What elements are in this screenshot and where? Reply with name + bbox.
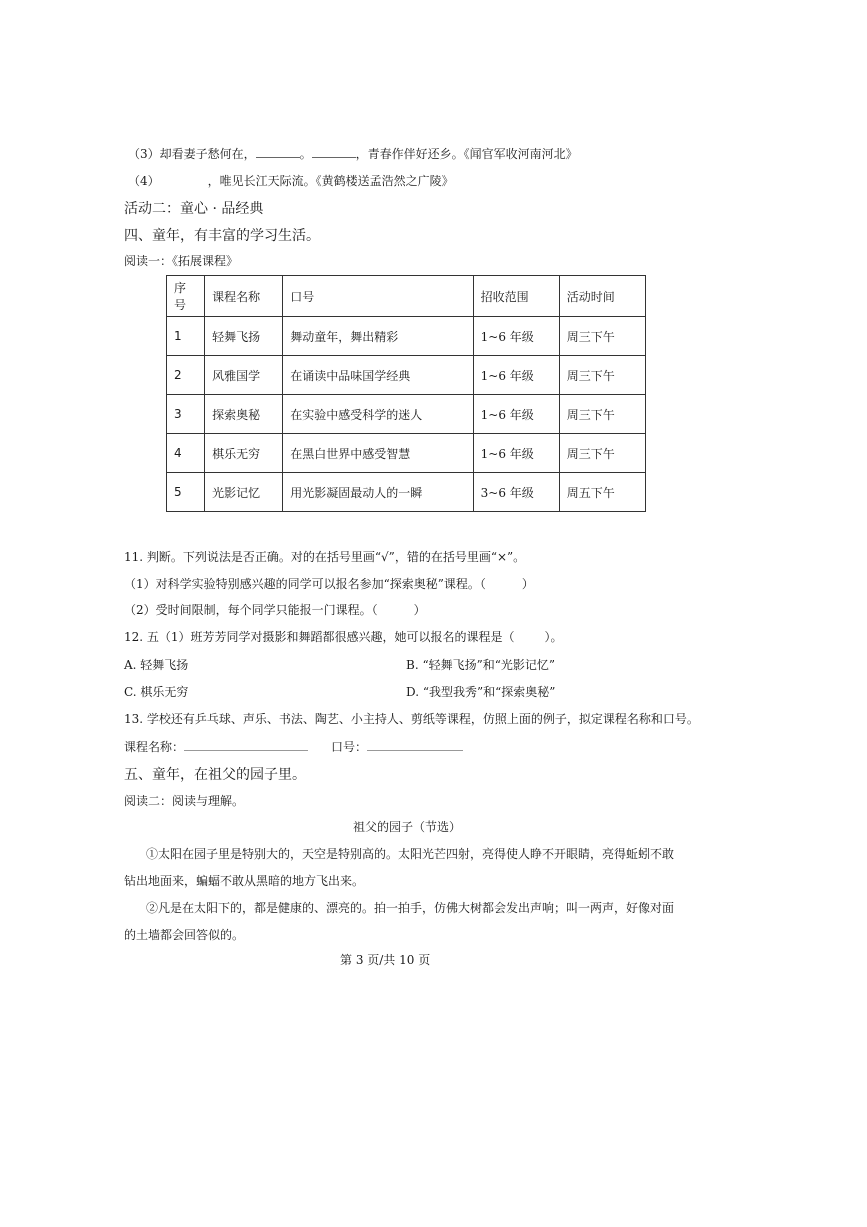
- poem-4-suffix: ，唯见长江天际流。《黄鹤楼送孟浩然之广陵》: [207, 174, 454, 188]
- poem-3-suffix: ，青春作伴好还乡。《闻官军收河南河北》: [355, 147, 578, 161]
- slogan-blank[interactable]: [367, 749, 463, 751]
- table-cell: 1: [167, 317, 205, 356]
- table-cell: 探索奥秘: [205, 395, 283, 434]
- table-row: [167, 473, 646, 512]
- header-cell: 口号: [283, 276, 473, 317]
- header-cell: 招收范围: [473, 276, 559, 317]
- slogan-label: 口号：: [331, 740, 368, 754]
- option-c[interactable]: C. 棋乐无穷: [124, 685, 189, 699]
- item-text: （2）受时间限制，每个同学只能报一门课程。（: [124, 603, 378, 617]
- table-row: [167, 395, 646, 434]
- table-cell: 在诵读中品味国学经典: [283, 356, 473, 395]
- poem-3-prefix: （3）却看妻子愁何在，: [128, 147, 256, 161]
- header-cell: 课程名称: [205, 276, 283, 317]
- course-name-blank[interactable]: [184, 749, 308, 751]
- course-name-row: [124, 738, 308, 755]
- answer-blank[interactable]: [256, 156, 300, 158]
- header-cell: 序号: [167, 276, 205, 317]
- table-row: [167, 356, 646, 395]
- poem-3-mid: 。: [299, 147, 312, 161]
- table-cell: 周五下午: [559, 473, 645, 512]
- table-cell: 5: [167, 473, 205, 512]
- table-cell: 3: [167, 395, 205, 434]
- passage-p1-line2: 钻出地面来，蝙蝠不敢从黑暗的地方飞出来。: [124, 874, 365, 888]
- item-text: （1）对科学实验特别感兴趣的同学可以报名参加“探索奥秘”课程。（: [124, 577, 486, 591]
- stem-text: 12. 五（1）班芳芳同学对摄影和舞蹈都很感兴趣，她可以报名的课程是（: [124, 630, 515, 644]
- table-row: [167, 434, 646, 473]
- question-12-stem: [124, 628, 563, 645]
- table-cell: 周三下午: [559, 434, 645, 473]
- table-cell: 轻舞飞扬: [205, 317, 283, 356]
- passage-title: 祖父的园子（节选）: [353, 820, 462, 834]
- table-cell: 3~6 年级: [473, 473, 559, 512]
- table-cell: 1~6 年级: [473, 395, 559, 434]
- item-close: ）: [413, 603, 426, 617]
- option-b[interactable]: B. “轻舞飞扬”和“光影记忆”: [406, 658, 555, 672]
- table-row: [167, 317, 646, 356]
- course-table: [166, 275, 646, 512]
- header-cell: 活动时间: [559, 276, 645, 317]
- question-11-item-2: [124, 601, 426, 618]
- table-cell: 1~6 年级: [473, 434, 559, 473]
- passage-p2-line1: ②凡是在太阳下的，都是健康的、漂亮的。拍一拍手，仿佛大树都会发出声响；叫一两声，好像对面: [146, 901, 675, 915]
- poem-line-3: [128, 145, 578, 162]
- section-5-title: 五、童年，在祖父的园子里。: [124, 767, 306, 783]
- table-cell: 2: [167, 356, 205, 395]
- table-cell: 4: [167, 434, 205, 473]
- activity-2-title: 活动二：童心 · 品经典: [124, 201, 264, 217]
- option-d[interactable]: D. “我型我秀”和“探索奥秘”: [406, 685, 556, 699]
- passage-p1-line1: ①太阳在园子里是特别大的，天空是特别高的。太阳光芒四射，亮得使人睁不开眼睛，亮得蚯蚓不敢: [146, 847, 675, 861]
- table-cell: 1~6 年级: [473, 317, 559, 356]
- answer-blank[interactable]: [312, 156, 356, 158]
- stem-close: ）。: [544, 630, 563, 644]
- table-cell: 1~6 年级: [473, 356, 559, 395]
- item-close: ）: [521, 577, 534, 591]
- option-a[interactable]: A. 轻舞飞扬: [124, 658, 189, 672]
- question-11-item-1: [124, 575, 534, 592]
- poem-line-4: [128, 172, 454, 189]
- poem-4-prefix: （4）: [128, 174, 160, 188]
- section-4-title: 四、童年，有丰富的学习生活。: [124, 228, 320, 244]
- table-cell: 在实验中感受科学的迷人: [283, 395, 473, 434]
- table-cell: 周三下午: [559, 317, 645, 356]
- question-11-stem: 11. 判断。下列说法是否正确。对的在括号里画“√”，错的在括号里画“×”。: [124, 550, 526, 564]
- reading-2-label: 阅读二：阅读与理解。: [124, 794, 245, 808]
- reading-1-label: 阅读一：《拓展课程》: [124, 254, 239, 268]
- table-cell: 棋乐无穷: [205, 434, 283, 473]
- table-cell: 在黑白世界中感受智慧: [283, 434, 473, 473]
- table-cell: 用光影凝固最动人的一瞬: [283, 473, 473, 512]
- question-13-stem: 13. 学校还有乒乓球、声乐、书法、陶艺、小主持人、剪纸等课程，仿照上面的例子，拟定课程名称和口号。: [124, 712, 699, 726]
- table-cell: 周三下午: [559, 356, 645, 395]
- table-cell: 舞动童年，舞出精彩: [283, 317, 473, 356]
- passage-p2-line2: 的土墙都会回答似的。: [124, 928, 245, 942]
- table-cell: 周三下午: [559, 395, 645, 434]
- slogan-row: [331, 738, 463, 755]
- table-cell: 风雅国学: [205, 356, 283, 395]
- table-header-row: [167, 276, 646, 317]
- table-cell: 光影记忆: [205, 473, 283, 512]
- page-footer: 第 3 页/共 10 页: [340, 953, 431, 967]
- course-name-label: 课程名称：: [124, 740, 185, 754]
